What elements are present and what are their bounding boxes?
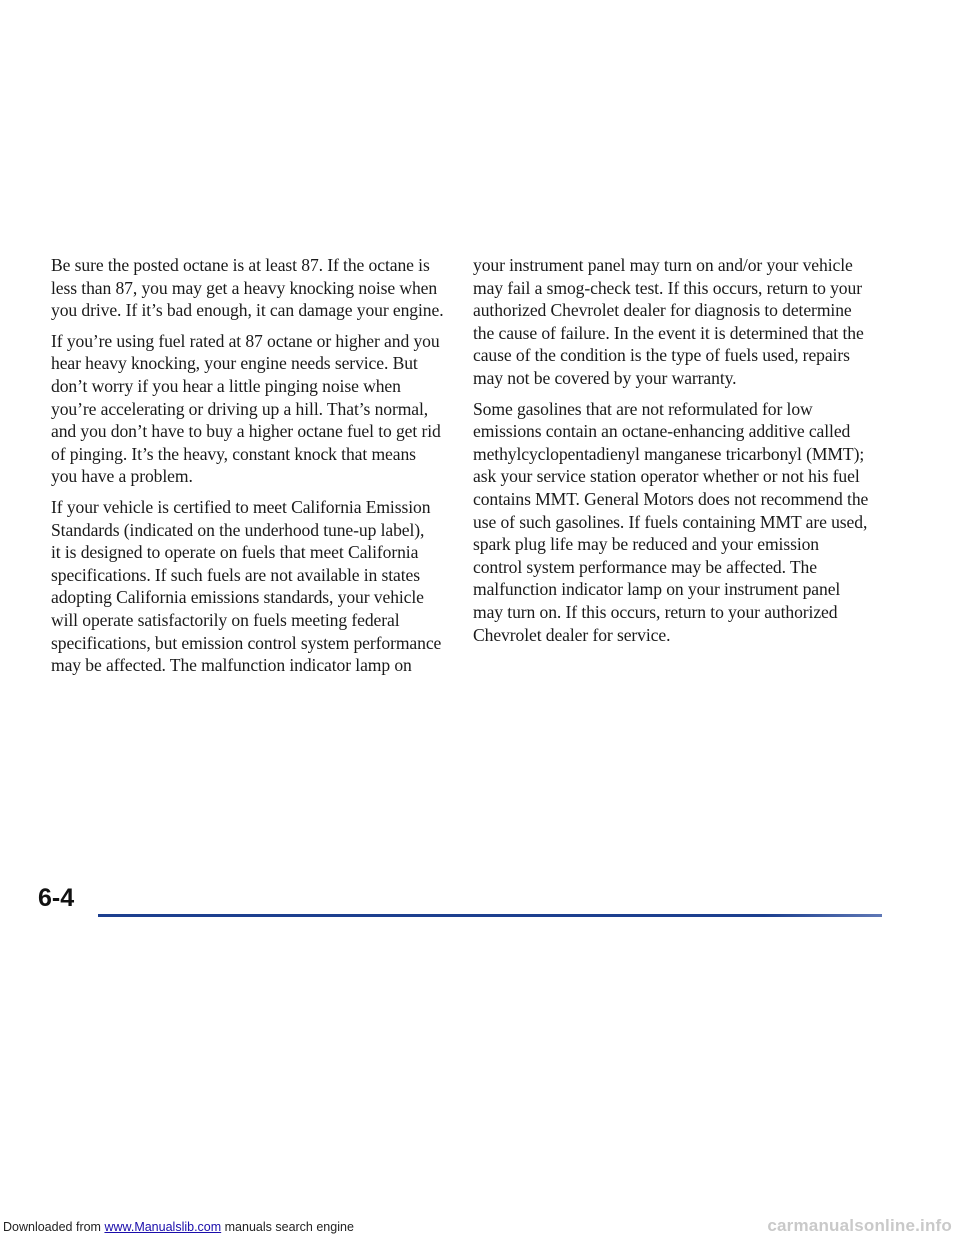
paragraph-mmt-additive: Some gasolines that are not reformulated for low emissions contain an octane-enhancing additive called methylcyclopentadienyl manganese tricarbonyl (MMT); ask your service station operator whether or not his fuel contains MMT. General Motors does not recommend the use of such gasolines. If fuels containing MMT are used, spark plug life may be reduced and your emission control system performance may be affected. The malfunction indicator lamp on your instrument panel may turn on. If this occurs, return to your authorized Chevrolet dealer for service.: [473, 398, 869, 645]
watermark: carmanualsonline.info: [767, 1216, 952, 1235]
paragraph-knocking: If you’re using fuel rated at 87 octane or higher and you hear heavy knocking, your engine needs service. But don’t worry if you hear a little pinging noise when you’re accelerating or driving up a hill. That’s normal, and you don’t have to buy a higher octane fuel to get rid of pinging. It’s the heavy, constant knock that means you have a problem.: [51, 330, 441, 487]
paragraph-smog-check: your instrument panel may turn on and/or your vehicle may fail a smog-check test. If this occurs, return to your authorized Chevrolet dealer for diagnosis to determine the cause of failure. In the event it is determined that the cause of the condition is the type of fuels used, repairs may not be covered by your warranty.: [473, 255, 864, 388]
footer-suffix: manuals search engine: [221, 1220, 354, 1234]
page-number: 6-4: [38, 884, 75, 912]
download-footer: [3, 1220, 354, 1234]
left-column: [51, 254, 446, 685]
manualslib-link[interactable]: www.Manualslib.com: [104, 1220, 222, 1234]
paragraph-california-emissions: If your vehicle is certified to meet California Emission Standards (indicated on the underhood tune-up label), it is designed to operate on fuels that meet California specifications. If such fuels are not available in states adopting California emissions standards, your vehicle will operate satisfactorily on fuels meeting federal specifications, but emission control system performance may be affected. The malfunction indicator lamp on: [51, 496, 442, 676]
paragraph-octane-requirement: Be sure the posted octane is at least 87. If the octane is less than 87, you may get a heavy knocking noise when you drive. If it’s bad enough, it can damage your engine.: [51, 255, 444, 321]
footer-rule: [98, 914, 882, 917]
right-column: [473, 254, 893, 654]
footer-prefix: Downloaded from: [3, 1220, 105, 1234]
